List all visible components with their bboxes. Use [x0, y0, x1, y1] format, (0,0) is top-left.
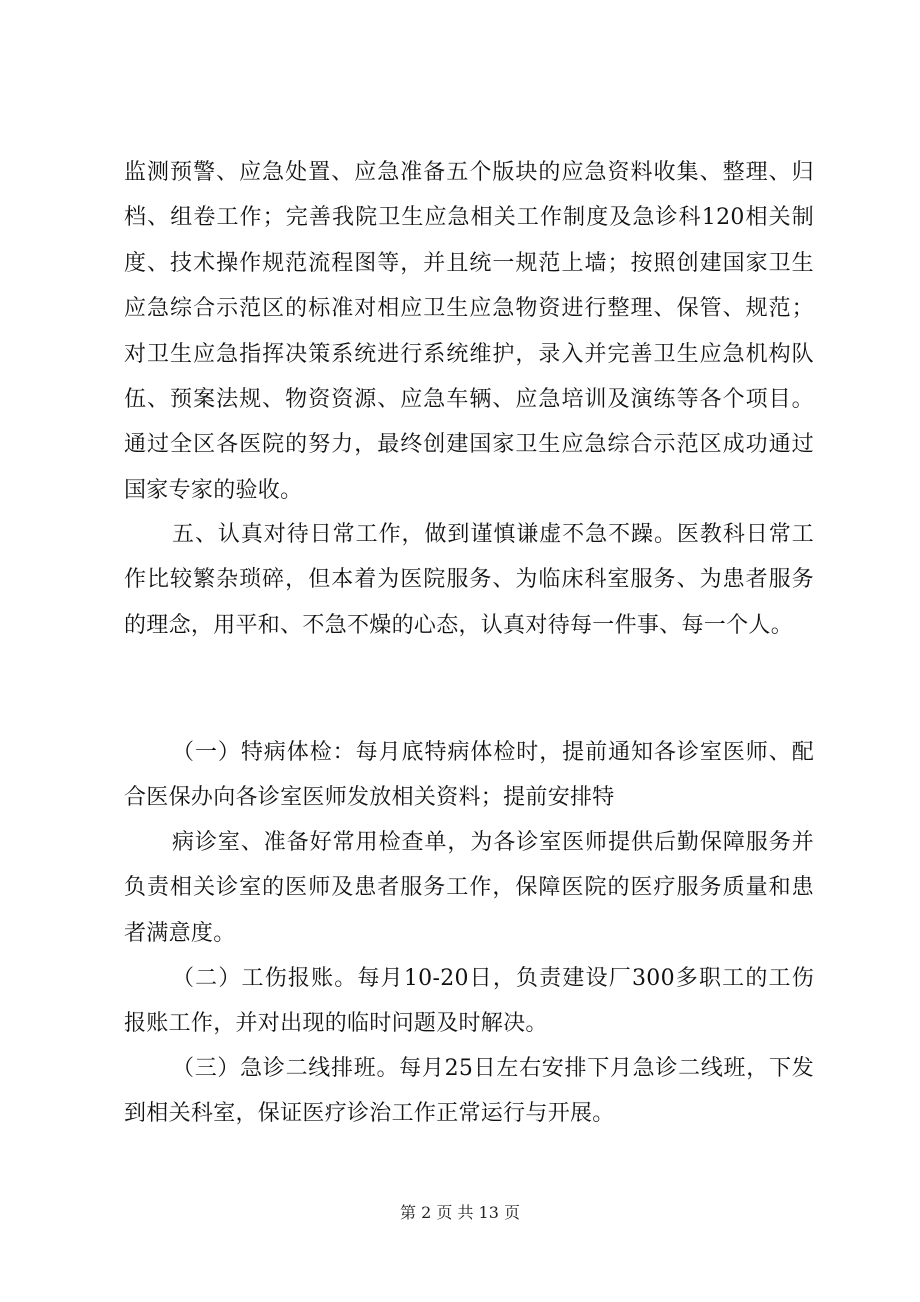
paragraph-special-disease-exam: （一）特病体检：每月底特病体检时，提前通知各诊室医师、配合医保办向各诊室医师发放相关资料；提前安排特	[124, 740, 814, 811]
paragraph-emergency-materials: 监测预警、应急处置、应急准备五个版块的应急资料收集、整理、归档、组卷工作；完善我院卫生应急相关工作制度及急诊科120相关制度、技术操作规范流程图等，并且统一规范上墙；按照创建国家卫生应急综合示范区的标准对相应卫生应急物资进行整理、保管、规范；对卫生应急指挥决策系统进行系统维护，录入并完善卫生应急机构队伍、预案法规、物资资源、应急车辆、应急培训及演练等各个项目。通过全区各医院的努力，最终创建国家卫生应急综合示范区成功通过国家专家的验收。	[124, 160, 814, 503]
paragraph-daily-work: 五、认真对待日常工作，做到谨慎谦虚不急不躁。医教科日常工作比较繁杂琐碎，但本着为医院服务、为临床科室服务、为患者服务的理念，用平和、不急不燥的心态，认真对待每一件事、每一个人。	[124, 522, 814, 638]
paragraph-work-injury-reimbursement: （二）工伤报账。每月10-20日，负责建设厂300多职工的工伤报账工作，并对出现的临时问题及时解决。	[124, 966, 814, 1037]
paragraph-special-disease-exam-continued: 病诊室、准备好常用检查单，为各诊室医师提供后勤保障服务并负责相关诊室的医师及患者服务工作，保障医院的医疗服务质量和患者满意度。	[124, 830, 814, 946]
paragraph-emergency-shift-scheduling: （三）急诊二线排班。每月25日左右安排下月急诊二线班，下发到相关科室，保证医疗诊治工作正常运行与开展。	[124, 1056, 814, 1127]
page-number-footer: 第 2 页 共 13 页	[400, 1203, 520, 1222]
